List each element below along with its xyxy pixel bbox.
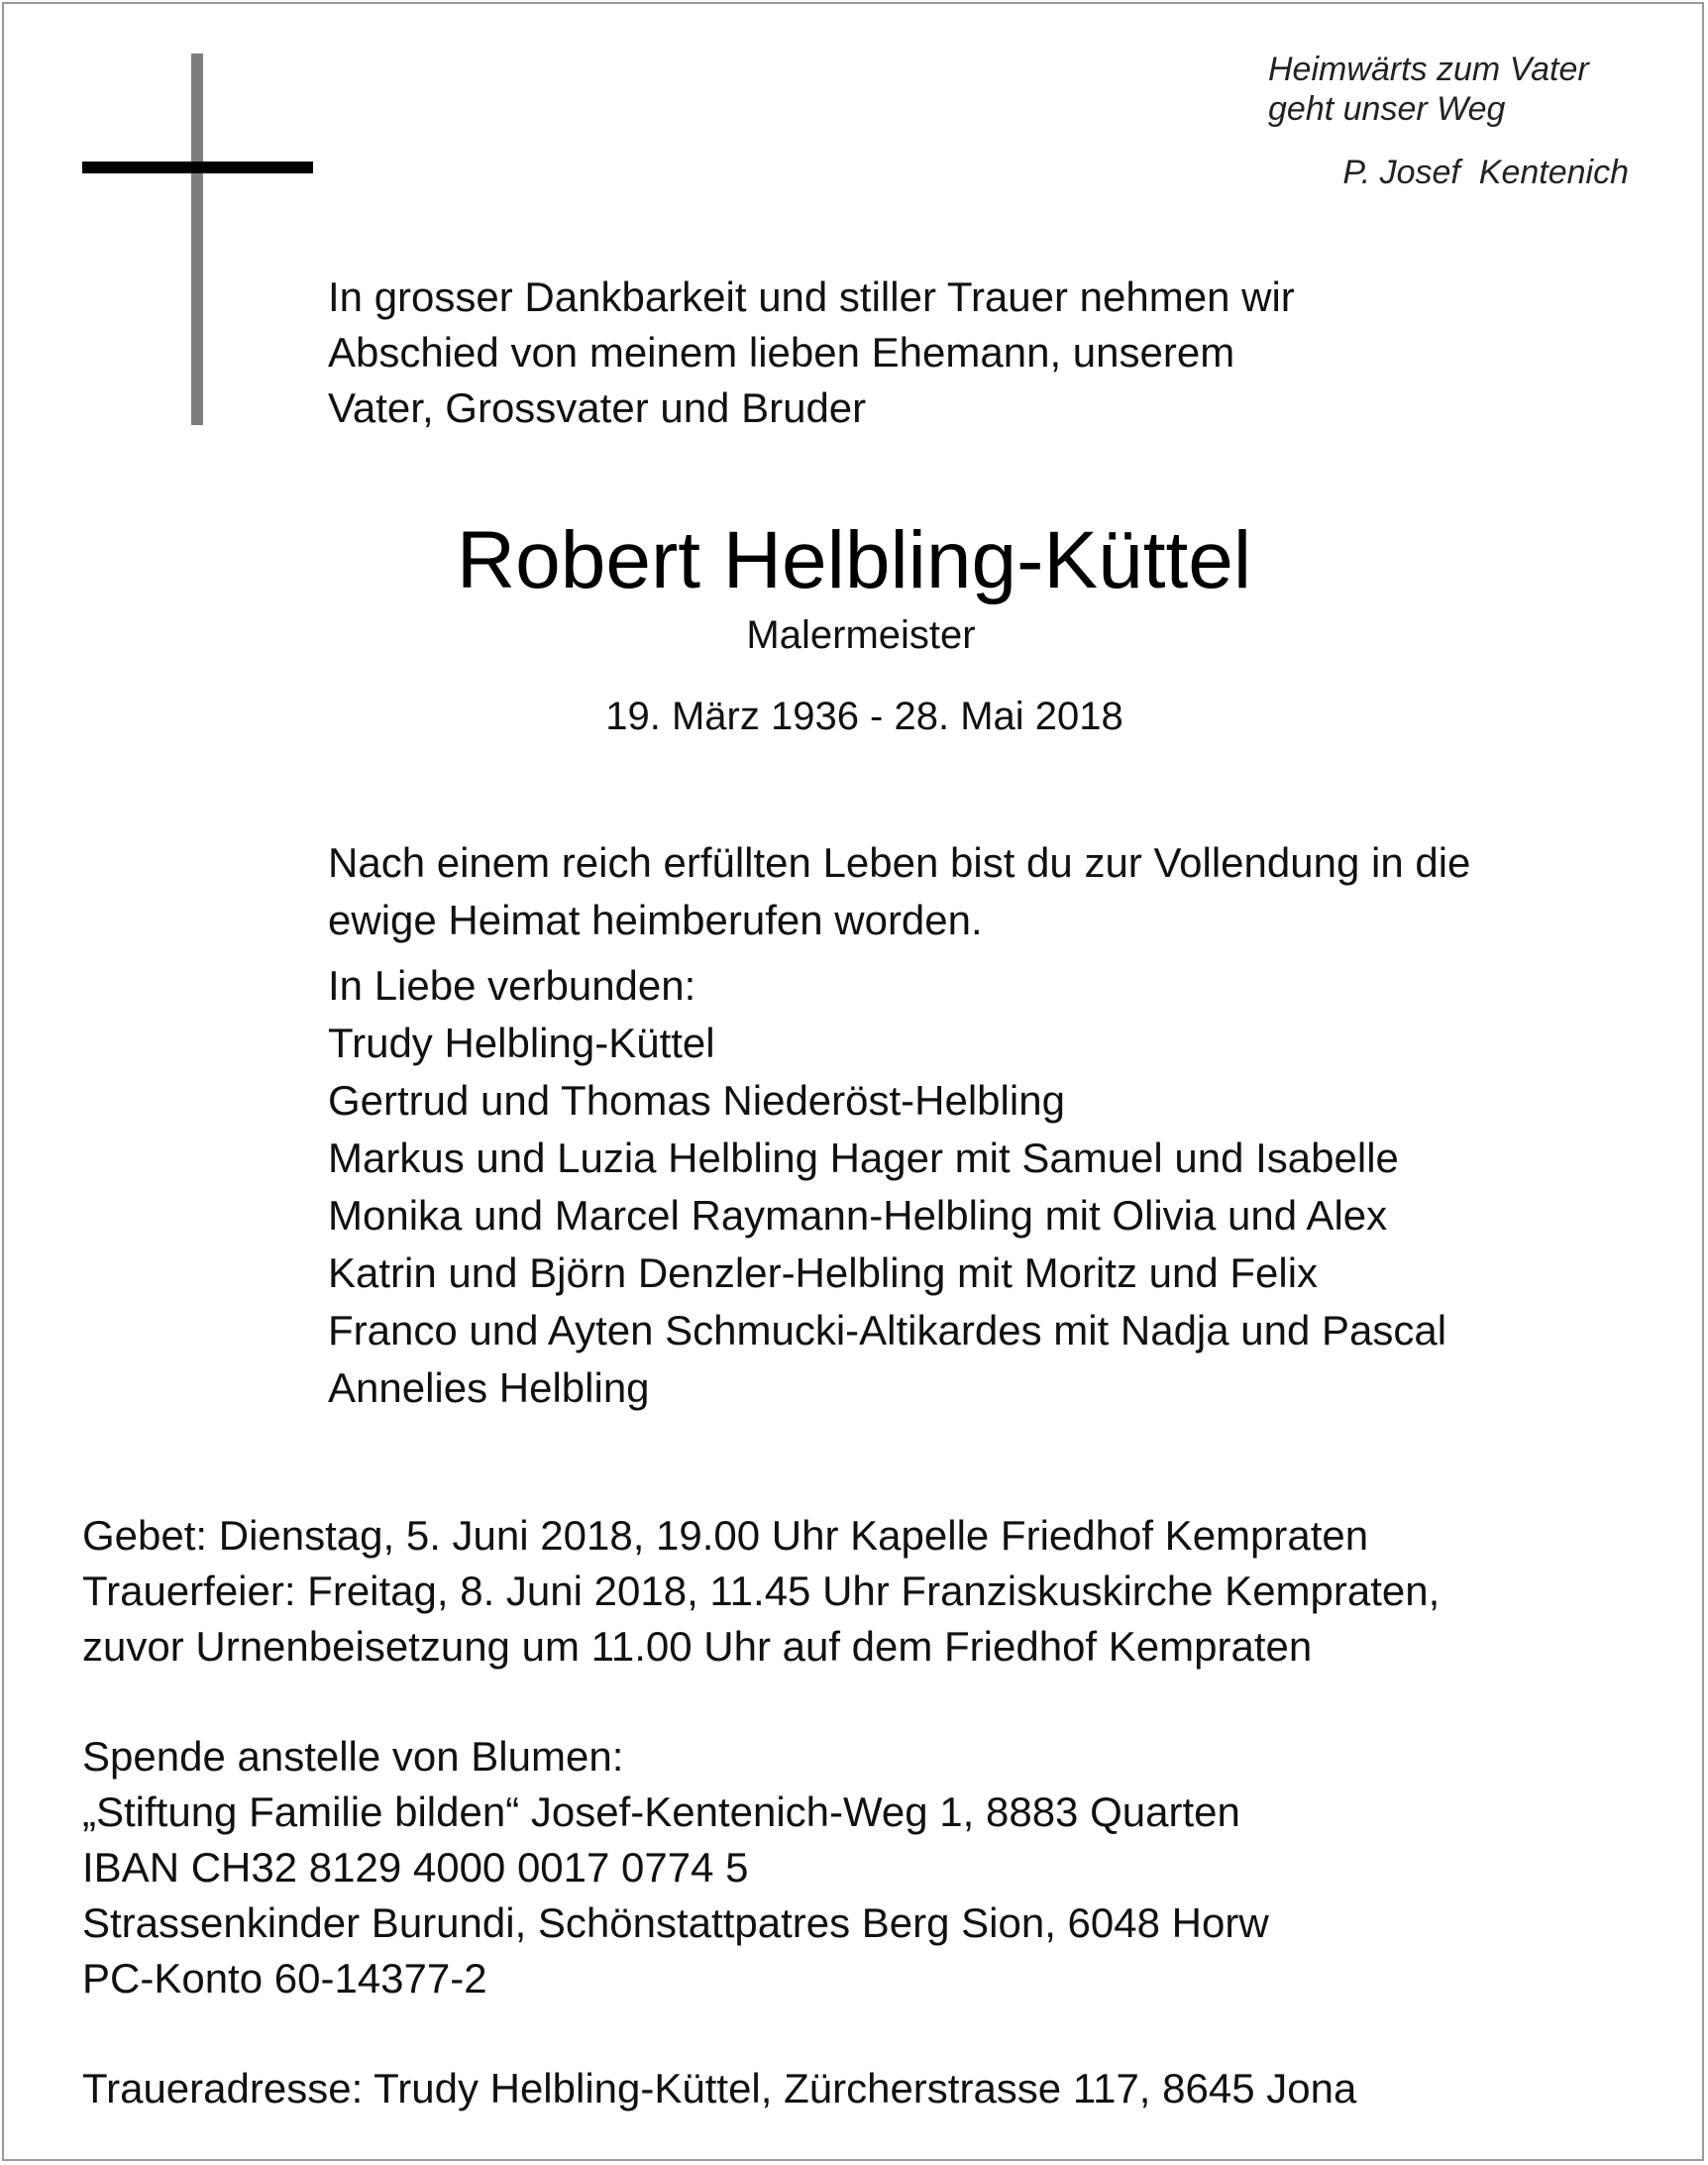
farewell-line: ewige Heimat heimberufen worden. [328,897,983,943]
service-line: Gebet: Dienstag, 5. Juni 2018, 19.00 Uhr Kapelle Friedhof Kempraten [82,1512,1369,1559]
motto-author: P. Josef Kentenich [1342,154,1629,191]
donation-line: Strassenkinder Burundi, Schönstattpatres Berg Sion, 6048 Horw [82,1899,1269,1946]
farewell-line: Nach einem reich erfüllten Leben bist du zur Vollendung in die [328,839,1471,886]
deceased-profession: Malermeister [746,613,976,657]
motto [1268,50,1589,129]
mourner-name: Franco und Ayten Schmucki-Altikardes mit Nadja und Pascal [328,1307,1447,1353]
donation-line: „Stiftung Familie bilden“ Josef-Kentenich-Weg 1, 8883 Quarten [82,1788,1240,1835]
mourner-name: Monika und Marcel Raymann-Helbling mit Olivia und Alex [328,1192,1388,1239]
intro-line: Abschied von meinem lieben Ehemann, unserem [328,329,1235,376]
mourner-name: Trudy Helbling-Küttel [328,1020,715,1066]
intro-line: Vater, Grossvater und Bruder [328,384,867,431]
cross-horizontal-bar [82,162,313,173]
deceased-name: Robert Helbling-Küttel [456,515,1252,605]
donation-info [82,1729,1269,2006]
mourner-name: Annelies Helbling [328,1364,650,1411]
motto-line-2: geht unser Weg [1268,90,1506,128]
mourner-name: Markus und Luzia Helbling Hager mit Samuel und Isabelle [328,1135,1399,1181]
deceased-dates: 19. März 1936 - 28. Mai 2018 [605,695,1123,738]
service-line: zuvor Urnenbeisetzung um 11.00 Uhr auf dem Friedhof Kempraten [82,1623,1313,1670]
mourner-name: Gertrud und Thomas Niederöst-Helbling [328,1077,1065,1124]
intro-text [328,270,1295,436]
mourner-name: Katrin und Björn Denzler-Helbling mit Moritz und Felix [328,1249,1319,1296]
intro-line: In grosser Dankbarkeit und stiller Trauer nehmen wir [328,273,1295,320]
donation-line: IBAN CH32 8129 4000 0017 0774 5 [82,1844,749,1891]
service-info [82,1508,1440,1675]
mourning-address: Traueradresse: Trudy Helbling-Küttel, Zürcherstrasse 117, 8645 Jona [82,2065,1357,2111]
farewell-and-mourners [328,834,1470,1417]
donation-line: Spende anstelle von Blumen: [82,1733,624,1780]
motto-line-1: Heimwärts zum Vater [1268,51,1589,88]
donation-line: PC-Konto 60-14377-2 [82,1955,487,2002]
cross-vertical-bar [191,54,203,425]
mourners-heading: In Liebe verbunden: [328,962,696,1009]
service-line: Trauerfeier: Freitag, 8. Juni 2018, 11.45 Uhr Franziskuskirche Kempraten, [82,1568,1441,1614]
